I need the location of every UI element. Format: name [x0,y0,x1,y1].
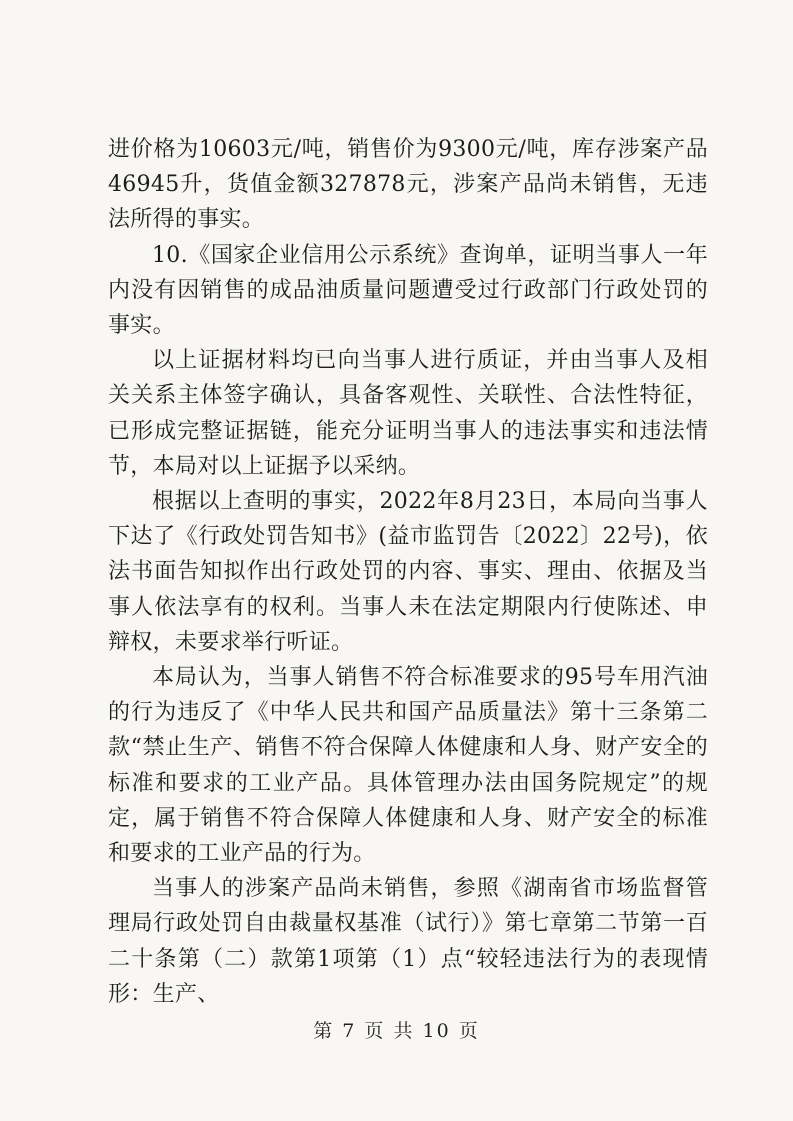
page-number-footer: 第 7 页 共 10 页 [313,1020,480,1042]
document-body [108,132,708,1012]
paragraph-legal-opinion: 本局认为，当事人销售不符合标准要求的95号车用汽油的行为违反了《中华人民共和国产品质量法》第十三条第二款“禁止生产、销售不符合保障人体健康和人身、财产安全的标准和要求的工业产品。具体管理办法由国务院规定”的规定，属于销售不符合保障人体健康和人身、财产安全的标准和要求的工业产品的行为。 [108,665,708,867]
paragraph-inventory-value: 进价格为10603元/吨，销售价为9300元/吨，库存涉案产品46945升，货值金额327878元，涉案产品尚未销售，无违法所得的事实。 [108,137,708,233]
paragraph-evidence-adoption: 以上证据材料均已向当事人进行质证，并由当事人及相关关系主体签字确认，具备客观性、关联性、合法性特征，已形成完整证据链，能充分证明当事人的违法事实和违法情节，本局对以上证据予以采纳。 [108,348,708,479]
paragraph-penalty-notice: 根据以上查明的事实，2022年8月23日，本局向当事人下达了《行政处罚告知书》(益市监罚告〔2022〕22号)，依法书面告知拟作出行政处罚的内容、事实、理由、依据及当事人依法享有的权利。当事人未在法定期限内行使陈述、申辩权，未要求举行听证。 [108,489,708,655]
paragraph-discretion-basis: 当事人的涉案产品尚未销售，参照《湖南省市场监督管理局行政处罚自由裁量权基准（试行）》第七章第二节第一百二十条第（二）款第1项第（1）点“较轻违法行为的表现情形：生产、 [108,876,708,1007]
paragraph-credit-system-query: 10.《国家企业信用公示系统》查询单，证明当事人一年内没有因销售的成品油质量问题遭受过行政部门行政处罚的事实。 [108,242,708,339]
